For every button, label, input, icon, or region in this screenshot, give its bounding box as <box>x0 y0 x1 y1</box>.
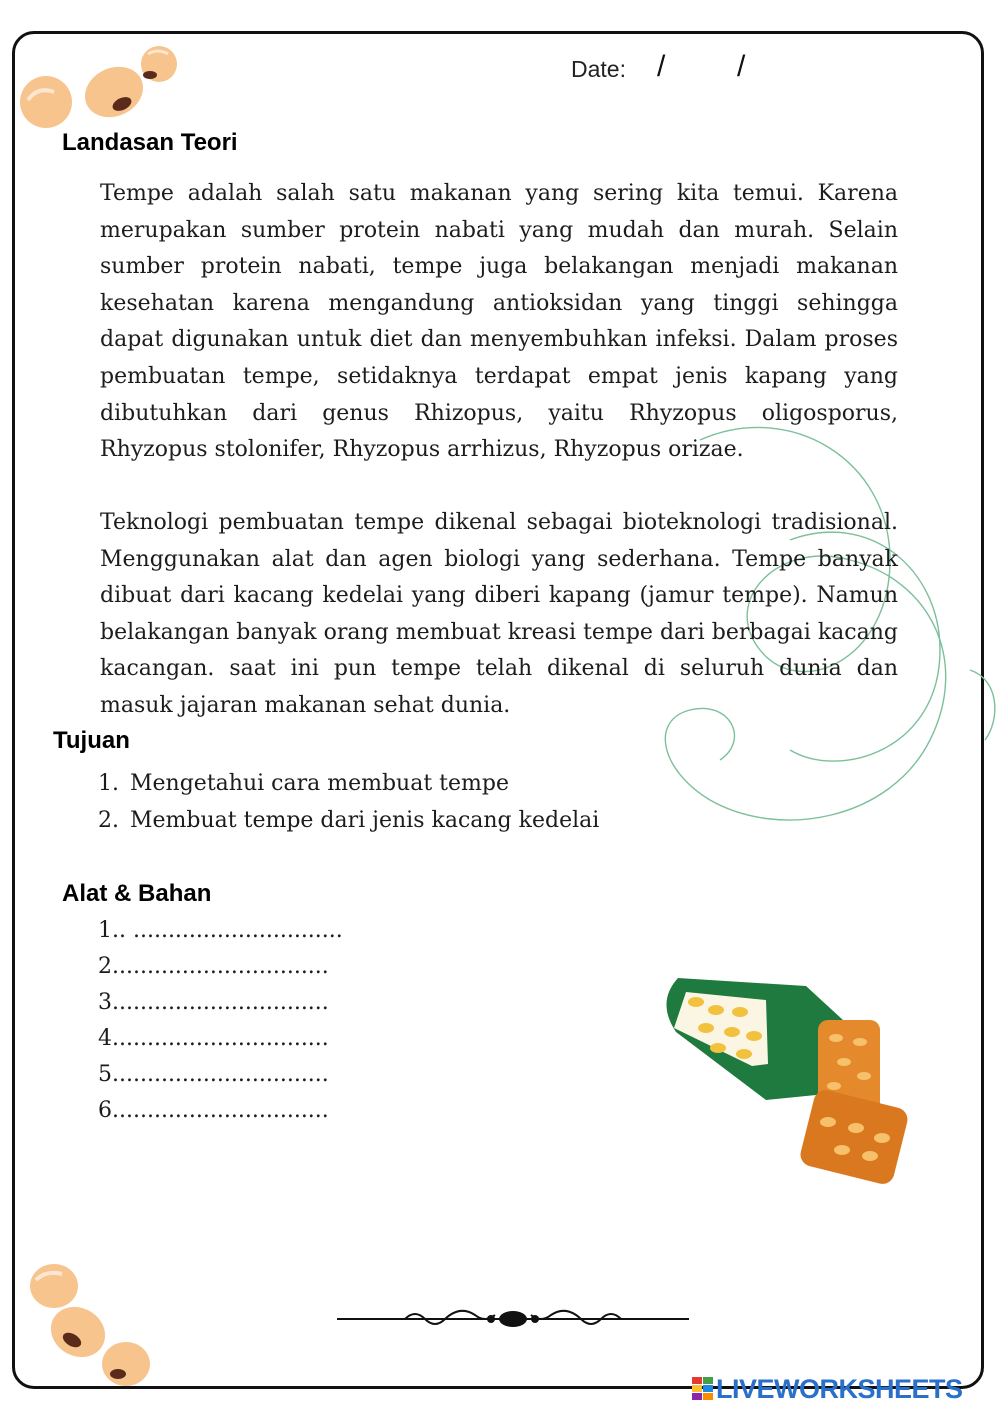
soybean-bottom-icon <box>22 1262 152 1392</box>
list-item: 1.. .............................. <box>98 918 343 943</box>
date-label: Date: <box>571 56 626 82</box>
list-item-text: Mengetahui cara membuat tempe <box>130 771 509 796</box>
list-item: 2............................... <box>98 954 329 979</box>
liveworksheets-brand[interactable]: LIVEWORKSHEETS <box>716 1374 963 1404</box>
paragraph-2-text <box>100 505 898 725</box>
landasan-paragraph-2 <box>100 505 898 725</box>
liveworksheets-logo-icon <box>692 1377 714 1401</box>
list-item: 3............................... <box>98 990 329 1015</box>
list-item <box>98 803 599 840</box>
section-title-landasan: Landasan Teori <box>62 129 238 156</box>
section-title-tujuan: Tujuan <box>53 727 130 754</box>
tempe-illustration-icon <box>656 972 908 1187</box>
paragraph-1-text: Tempe adalah salah satu makanan yang sering kita temui. Karena merupakan sumber protein nabati yang mudah dan murah. Selain sumber protein nabati, tempe juga belakangan menjadi makanan kesehatan karena mengandung antioksidan yang tinggi sehingga dapat digunakan untuk diet dan menyembuhkan infeksi. Dalam proses pembuatan tempe, setidaknya terdapat empat jenis kapang yang dibutuhkan dari genus Rhizopus, yaitu Rhyzopus oligosporus, Rhyzopus stolonifer, Rhyzopus arrhizus, Rhyzopus orizae. <box>100 181 898 463</box>
landasan-paragraph-1 <box>100 176 898 469</box>
soybean-top-icon <box>18 42 178 132</box>
alat-bahan-list <box>98 913 343 1129</box>
list-item: 4............................... <box>98 1026 329 1051</box>
list-item: 5............................... <box>98 1062 329 1087</box>
tujuan-list <box>98 766 599 839</box>
list-item-number: 1. <box>98 771 119 796</box>
date-separator-1: / <box>657 50 666 83</box>
list-item: 6............................... <box>98 1098 329 1123</box>
section-title-alat-bahan: Alat & Bahan <box>62 880 212 907</box>
list-item-number: 2. <box>98 807 119 833</box>
list-item <box>98 766 599 803</box>
date-separator-2: / <box>737 50 746 83</box>
list-item-text: Membuat tempe dari jenis kacang kedelai <box>130 807 600 833</box>
ornamental-divider-icon <box>335 1304 691 1334</box>
paragraph-2b-text: Namun belakangan banyak orang membuat kreasi tempe dari berbagai kacang kacangan. saat ini pun tempe telah dikenal di seluruh dunia dan masuk jajaran makanan sehat dunia. <box>100 583 898 718</box>
paragraph-2a-text: Teknologi pembuatan tempe dikenal sebagai bioteknologi tradisional. Menggunakan alat dan agen biologi yang sederhana. Tempe banyak dibuat dari kacang kedelai yang diberi kapang (jamur tempe). <box>100 510 898 609</box>
